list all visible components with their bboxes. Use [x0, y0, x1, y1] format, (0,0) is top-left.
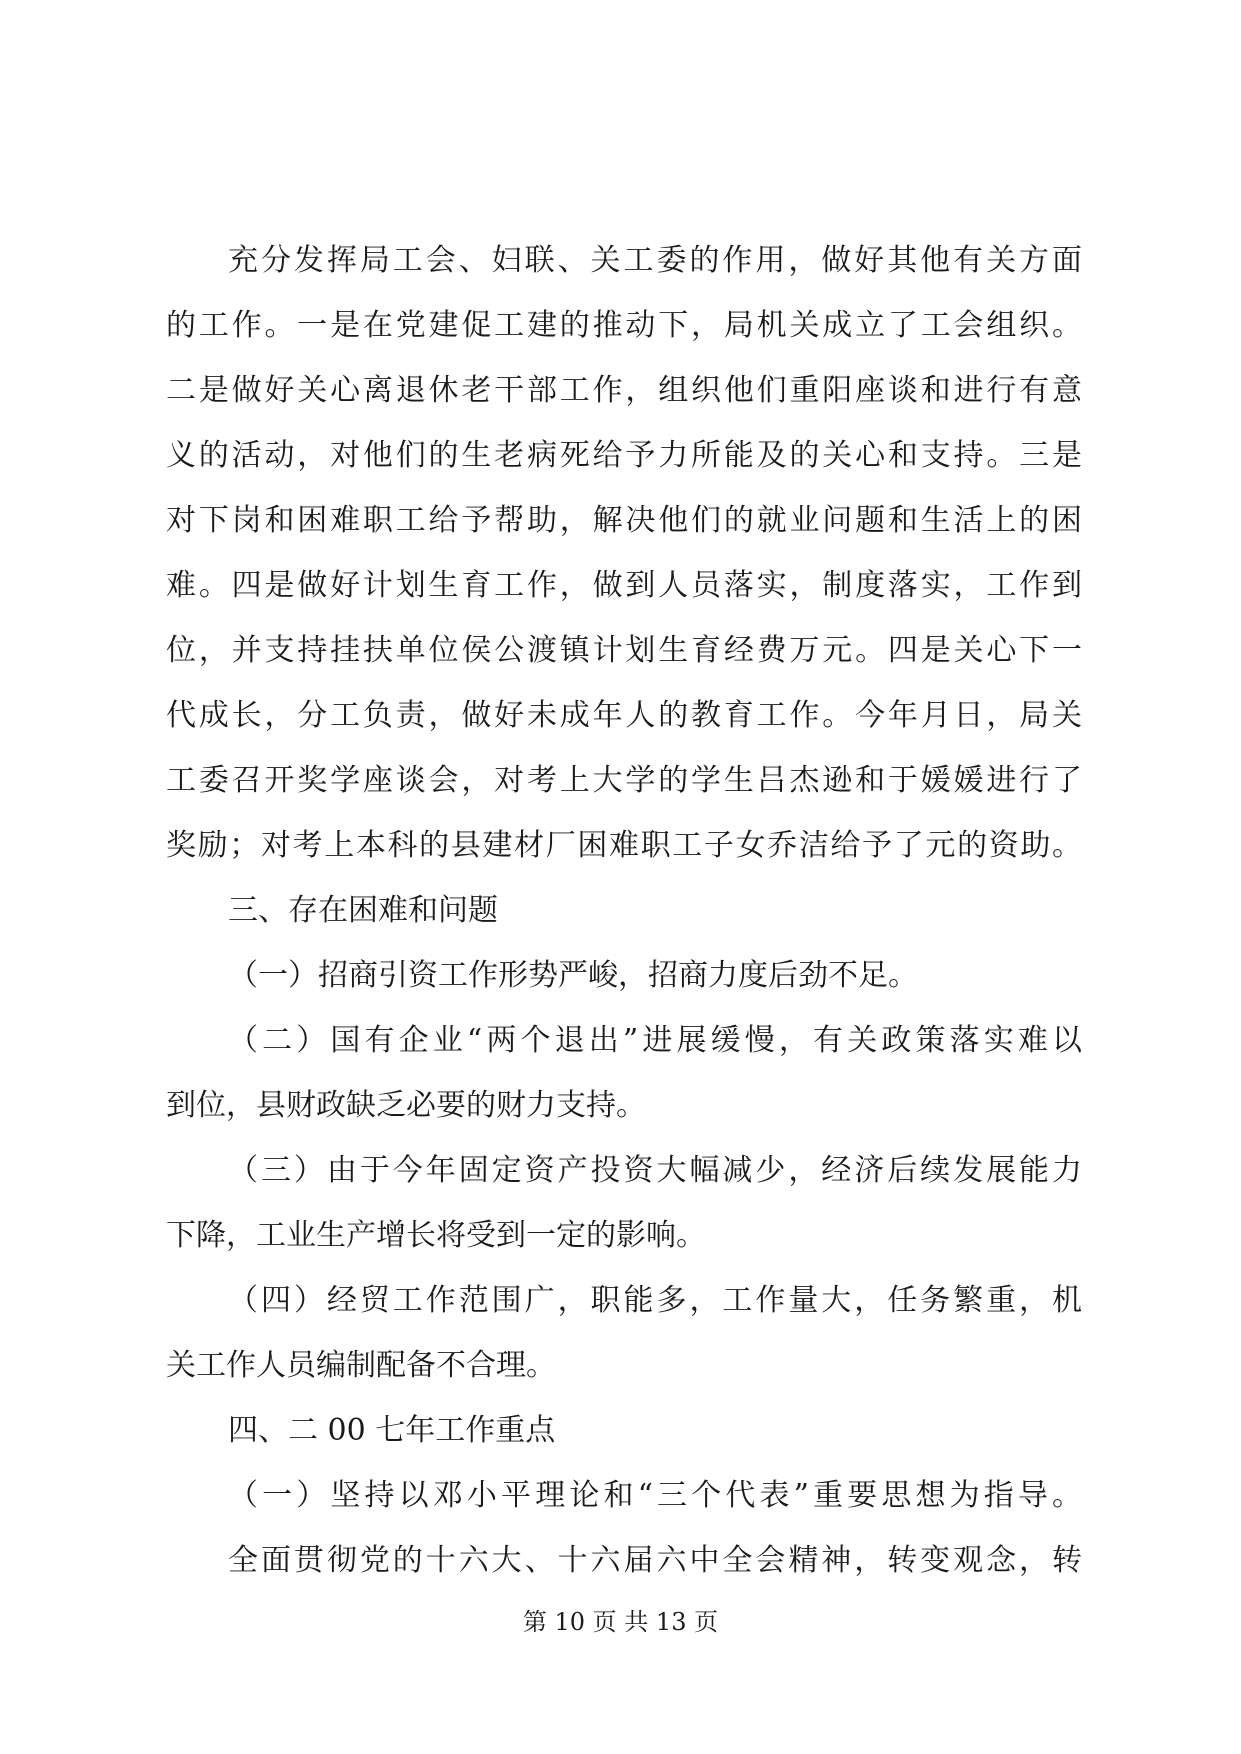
paragraph-line: 代成长，分工负责，做好未成年人的教育工作。今年月日，局关: [166, 698, 1082, 733]
page-number-footer: 第 10 页 共 13 页: [522, 1608, 719, 1636]
paragraph-line: 工委召开奖学座谈会，对考上大学的学生吕杰逊和于媛媛进行了: [166, 763, 1082, 798]
list-item: （一）坚持以邓小平理论和“三个代表”重要思想为指导。: [228, 1478, 1082, 1513]
paragraph-line: 全面贯彻党的十六大、十六届六中全会精神，转变观念，转: [228, 1543, 1082, 1578]
document-body: [166, 228, 1082, 1593]
paragraph-line: 位，并支持挂扶单位侯公渡镇计划生育经费万元。四是关心下一: [166, 633, 1082, 668]
paragraph-line: 奖励；对考上本科的县建材厂困难职工子女乔洁给予了元的资助。: [166, 828, 1082, 863]
list-item: （二）国有企业“两个退出”进展缓慢，有关政策落实难以: [228, 1023, 1082, 1058]
list-item: （四）经贸工作范围广，职能多，工作量大，任务繁重，机: [228, 1283, 1082, 1318]
paragraph-line: 到位，县财政缺乏必要的财力支持。: [166, 1088, 646, 1123]
paragraph-line: 的工作。一是在党建促工建的推动下，局机关成立了工会组织。: [166, 308, 1082, 343]
paragraph-line: 对下岗和困难职工给予帮助，解决他们的就业问题和生活上的困: [166, 503, 1082, 538]
paragraph-line: 关工作人员编制配备不合理。: [166, 1348, 556, 1383]
section-heading: 三、存在困难和问题: [228, 893, 498, 928]
paragraph-line: 充分发挥局工会、妇联、关工委的作用，做好其他有关方面: [228, 243, 1082, 278]
paragraph-line: 二是做好关心离退休老干部工作，组织他们重阳座谈和进行有意: [166, 373, 1082, 408]
section-heading: 四、二 00 七年工作重点: [228, 1413, 556, 1448]
paragraph-line: 下降，工业生产增长将受到一定的影响。: [166, 1218, 706, 1253]
paragraph-line: 义的活动，对他们的生老病死给予力所能及的关心和支持。三是: [166, 438, 1082, 473]
list-item: （一）招商引资工作形势严峻，招商力度后劲不足。: [228, 958, 918, 993]
list-item: （三）由于今年固定资产投资大幅减少，经济后续发展能力: [228, 1153, 1082, 1188]
paragraph-line: 难。四是做好计划生育工作，做到人员落实，制度落实，工作到: [166, 568, 1082, 603]
